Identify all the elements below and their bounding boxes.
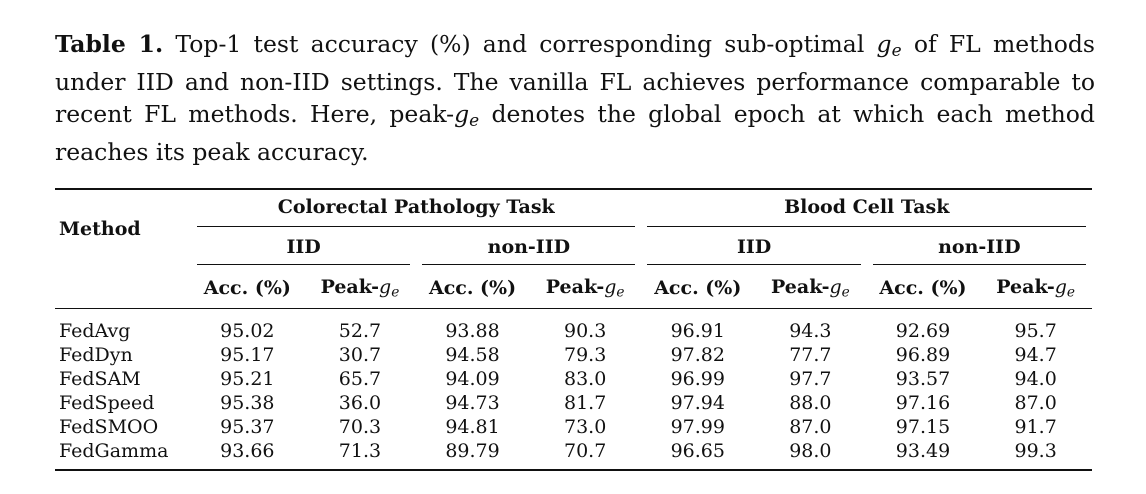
value-cell: 90.3: [564, 320, 607, 342]
split-header-colorectal-iid: IID: [191, 232, 416, 268]
caption-text-1: Top-1 test accuracy (%) and corresponding sub-optimal: [175, 30, 865, 58]
metric-header-peak-ge: Peak-$g_e$: [545, 275, 625, 301]
value-cell: 95.02: [220, 320, 275, 342]
value-cell: 95.17: [220, 344, 275, 366]
caption-label: Table 1.: [55, 30, 164, 58]
table-row: [55, 343, 1092, 367]
method-name-cell: FedDyn: [59, 344, 133, 366]
value-cell: 99.3: [1014, 440, 1057, 462]
value-cell: 96.89: [895, 344, 951, 366]
value-cell: 89.79: [445, 440, 500, 462]
value-cell: 65.7: [338, 368, 382, 390]
metric-header-peak-ge: Peak-$g_e$: [996, 275, 1076, 301]
value-cell: 93.57: [895, 368, 951, 390]
metric-header-peak-ge: Peak-$g_e$: [320, 275, 400, 301]
value-cell: 97.99: [670, 416, 725, 438]
value-cell: 70.7: [564, 440, 607, 462]
split-header-colorectal-noniid: non-IID: [416, 232, 641, 268]
value-cell: 73.0: [564, 416, 607, 438]
table-row: [55, 391, 1092, 415]
value-cell: 97.7: [789, 368, 832, 390]
value-cell: 70.3: [338, 416, 382, 438]
caption-text-3: denotes the global epoch at which each method reaches its peak accuracy.: [55, 100, 1095, 167]
value-cell: 95.21: [220, 368, 275, 390]
value-cell: 96.99: [670, 368, 725, 390]
value-cell: 83.0: [564, 368, 607, 390]
metric-header-accuracy: Acc. (%): [879, 277, 967, 299]
value-cell: 96.91: [670, 320, 725, 342]
method-name-cell: FedGamma: [59, 440, 169, 462]
method-column-header: Method: [59, 218, 141, 240]
value-cell: 97.15: [895, 416, 951, 438]
table-row: [55, 309, 1092, 344]
table-row: [55, 415, 1092, 439]
results-table-body: [55, 309, 1092, 471]
value-cell: 98.0: [789, 440, 832, 462]
value-cell: 96.65: [670, 440, 725, 462]
method-name-cell: FedAvg: [59, 320, 131, 342]
metric-header-peak-ge: Peak-$g_e$: [771, 275, 850, 301]
value-cell: 95.38: [220, 392, 275, 414]
metric-header-accuracy: Acc. (%): [428, 277, 517, 299]
metric-header-spacer: [55, 268, 191, 309]
value-cell: 94.81: [445, 416, 500, 438]
value-cell: 95.7: [1014, 320, 1057, 342]
table-row: [55, 367, 1092, 391]
value-cell: 77.7: [789, 344, 832, 366]
value-cell: 93.88: [445, 320, 500, 342]
caption-text-2: of FL methods under IID and non-IID settings. The vanilla FL achieves performance comparable to recent FL methods. Here, peak-: [55, 30, 1095, 129]
results-table-container: [55, 188, 1092, 471]
split-header-blood-iid: IID: [641, 232, 866, 268]
value-cell: 94.09: [445, 368, 500, 390]
caption-ge-symbol: $g_e$: [876, 30, 902, 61]
method-name-cell: FedSMOO: [59, 416, 159, 438]
value-cell: 97.82: [670, 344, 725, 366]
metric-header-accuracy: Acc. (%): [654, 277, 742, 299]
value-cell: 93.49: [895, 440, 951, 462]
method-name-cell: FedSpeed: [59, 392, 155, 414]
value-cell: 91.7: [1014, 416, 1057, 438]
value-cell: 92.69: [895, 320, 951, 342]
metric-header-accuracy: Acc. (%): [203, 277, 291, 299]
task-header-blood-cell: Blood Cell Task: [641, 189, 1092, 232]
value-cell: 94.0: [1014, 368, 1057, 390]
task-header-colorectal: Colorectal Pathology Task: [191, 189, 641, 232]
value-cell: 94.58: [445, 344, 500, 366]
method-name-cell: FedSAM: [59, 368, 141, 390]
value-cell: 88.0: [789, 392, 832, 414]
value-cell: 95.37: [220, 416, 275, 438]
results-table: [55, 188, 1092, 471]
value-cell: 97.94: [670, 392, 725, 414]
split-header-blood-noniid: non-IID: [867, 232, 1092, 268]
value-cell: 94.7: [1014, 344, 1057, 366]
value-cell: 94.3: [789, 320, 832, 342]
value-cell: 52.7: [338, 320, 382, 342]
table-caption: [55, 28, 1095, 168]
table-row: [55, 439, 1092, 470]
value-cell: 71.3: [338, 440, 382, 462]
value-cell: 79.3: [564, 344, 607, 366]
value-cell: 87.0: [789, 416, 832, 438]
caption-ge-symbol-2: $g_e$: [454, 100, 480, 131]
value-cell: 87.0: [1014, 392, 1057, 414]
value-cell: 30.7: [338, 344, 382, 366]
value-cell: 94.73: [445, 392, 500, 414]
value-cell: 97.16: [895, 392, 951, 414]
value-cell: 93.66: [220, 440, 275, 462]
value-cell: 81.7: [564, 392, 607, 414]
value-cell: 36.0: [338, 392, 382, 414]
